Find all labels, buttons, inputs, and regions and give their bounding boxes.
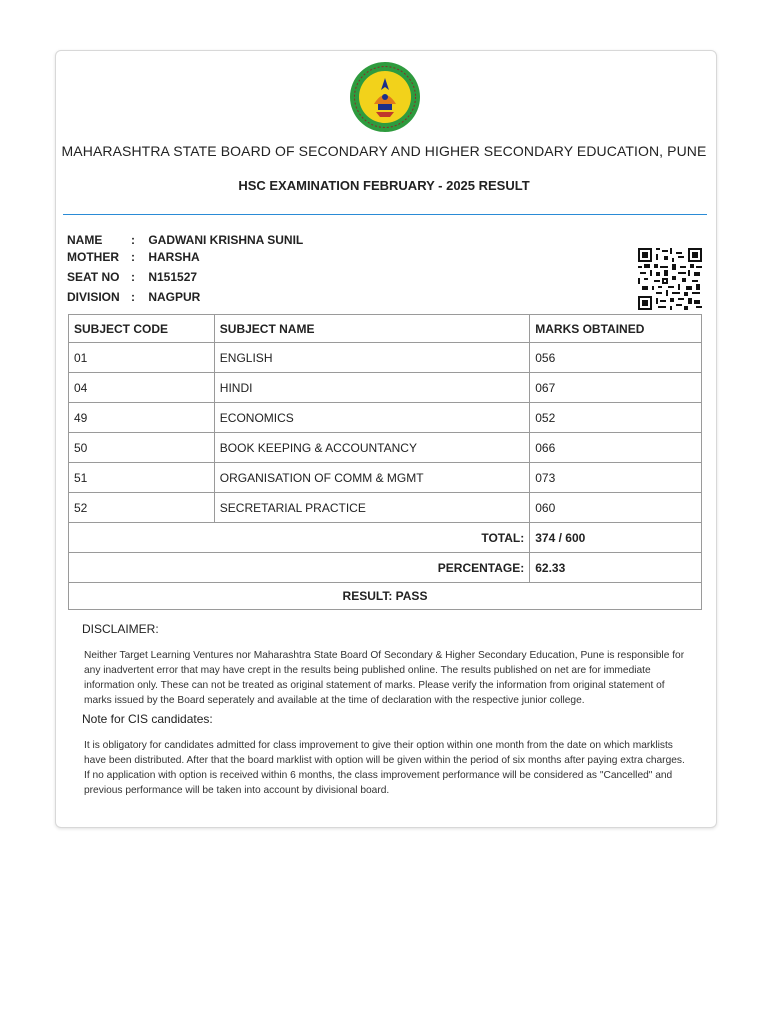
student-name-sep: : [131,233,135,247]
student-name-row [67,233,303,247]
mother-name-sep: : [131,250,135,264]
division-value: NAGPUR [148,290,201,304]
table-row [69,373,702,403]
header-divider [63,214,707,215]
disclaimer-text: Neither Target Learning Ventures nor Maharashtra State Board Of Secondary & Higher Secondary Education, Pune is responsible for any inadvertent error that may have crept in the results being published online. The results published on net are for immediate information only. These can not be treated as original statement of marks. Please verify the information from original statement of marks issued by the Board seperately and available at the time of declaration with the respective junior college. [84,650,685,706]
student-name-value: GADWANI KRISHNA SUNIL [148,233,304,247]
subject-name-cell: ORGANISATION OF COMM & MGMT [214,463,529,493]
percentage-value: 62.33 [530,553,702,583]
total-value: 374 / 600 [530,523,702,553]
total-row [69,523,702,553]
seat-no-label: SEAT NO [67,270,120,284]
marks-cell: 056 [530,343,702,373]
cis-note-text: It is obligatory for candidates admitted for class improvement to give their option within one month from the date on which marklists have been distributed. After that the board marklist with option will be given within the period of six months after paying extra charges. If no application with option is received within 6 months, the class improvement performance will be considered as "Cancelled" and previous performance will be taken into account by divisional board. [84,740,685,796]
table-row [69,343,702,373]
seat-no-value: N151527 [148,270,198,284]
marks-cell: 066 [530,433,702,463]
cis-note-title: Note for CIS candidates: [82,712,213,726]
subject-name-cell: HINDI [214,373,529,403]
subject-name-cell: BOOK KEEPING & ACCOUNTANCY [214,433,529,463]
subject-code-cell: 51 [69,463,215,493]
marks-cell: 060 [530,493,702,523]
subject-name-cell: ENGLISH [214,343,529,373]
exam-title: HSC EXAMINATION FEBRUARY - 2025 RESULT [238,178,530,193]
seat-no-sep: : [131,270,135,284]
header-subject-name: SUBJECT NAME [214,315,529,343]
marks-table [68,314,702,610]
board-seal-icon [348,60,422,134]
marks-cell: 052 [530,403,702,433]
student-name-label: NAME [67,233,103,247]
subject-code-cell: 49 [69,403,215,433]
disclaimer-title: DISCLAIMER: [82,622,159,636]
mother-name-value: HARSHA [148,250,200,264]
table-header-row [69,315,702,343]
result-status: RESULT: PASS [69,583,702,610]
percentage-row [69,553,702,583]
division-sep: : [131,290,135,304]
subject-name-cell: ECONOMICS [214,403,529,433]
subject-name-cell: SECRETARIAL PRACTICE [214,493,529,523]
total-label: TOTAL: [69,523,530,553]
board-name: MAHARASHTRA STATE BOARD OF SECONDARY AND HIGHER SECONDARY EDUCATION, PUNE [61,143,707,159]
table-row [69,463,702,493]
qr-code-icon [638,248,702,310]
subject-code-cell: 01 [69,343,215,373]
subject-code-cell: 52 [69,493,215,523]
percentage-label: PERCENTAGE: [69,553,530,583]
marks-cell: 067 [530,373,702,403]
seat-no-row [67,270,197,284]
mother-name-label: MOTHER [67,250,119,264]
subject-code-cell: 50 [69,433,215,463]
header-subject-code: SUBJECT CODE [69,315,215,343]
table-row [69,433,702,463]
table-row [69,403,702,433]
table-row [69,493,702,523]
division-row [67,290,200,304]
mother-name-row [67,250,200,264]
subject-code-cell: 04 [69,373,215,403]
result-row [69,583,702,610]
marks-cell: 073 [530,463,702,493]
division-label: DIVISION [67,290,120,304]
header-marks-obtained: MARKS OBTAINED [530,315,702,343]
